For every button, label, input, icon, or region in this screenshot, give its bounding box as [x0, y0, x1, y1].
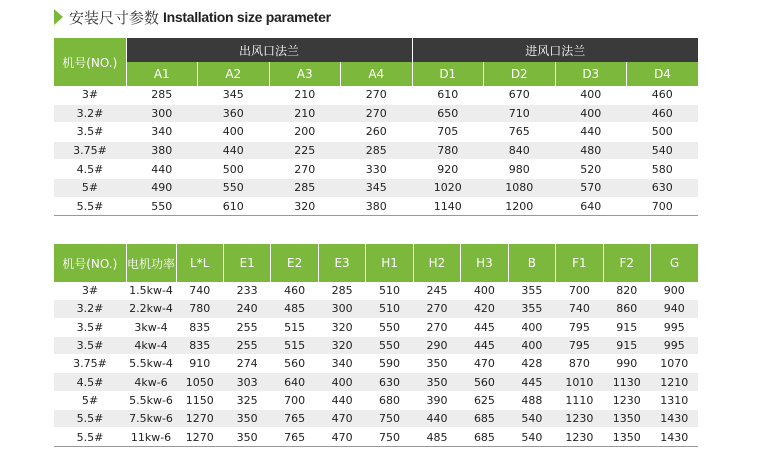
- column-header: H1: [366, 244, 413, 282]
- value-cell: 460: [271, 282, 318, 300]
- table-row: [54, 160, 698, 179]
- column-header: H2: [413, 244, 460, 282]
- value-cell: 5.5kw-6: [126, 391, 176, 409]
- value-cell: 285: [318, 282, 365, 300]
- machine-no-cell: 5.5#: [54, 410, 126, 428]
- value-cell: 870: [556, 355, 603, 373]
- value-cell: 1430: [651, 410, 698, 428]
- value-cell: 1080: [484, 178, 556, 197]
- value-cell: 640: [555, 197, 627, 216]
- machine-no-cell: 3.2#: [54, 300, 126, 318]
- value-cell: 350: [223, 428, 270, 446]
- value-cell: 355: [508, 300, 555, 318]
- value-cell: 390: [413, 391, 460, 409]
- value-cell: 560: [461, 373, 508, 391]
- value-cell: 1270: [176, 428, 223, 446]
- value-cell: 445: [461, 318, 508, 336]
- table-row: [54, 123, 698, 142]
- table-row: [54, 318, 698, 336]
- value-cell: 780: [412, 141, 484, 160]
- value-cell: 900: [651, 282, 698, 300]
- value-cell: 350: [413, 355, 460, 373]
- column-header: L*L: [176, 244, 223, 282]
- value-cell: 1200: [484, 197, 556, 216]
- value-cell: 360: [198, 104, 270, 123]
- column-header: 机号(NO.): [54, 244, 126, 282]
- value-cell: 400: [318, 373, 365, 391]
- value-cell: 400: [508, 336, 555, 354]
- value-cell: 1230: [556, 410, 603, 428]
- value-cell: 350: [223, 410, 270, 428]
- value-cell: 355: [508, 282, 555, 300]
- value-cell: 420: [461, 300, 508, 318]
- value-cell: 670: [484, 86, 556, 104]
- value-cell: 445: [508, 373, 555, 391]
- value-cell: 270: [413, 318, 460, 336]
- value-cell: 460: [627, 104, 699, 123]
- value-cell: 995: [651, 336, 698, 354]
- table-row: [54, 141, 698, 160]
- value-cell: 625: [461, 391, 508, 409]
- value-cell: 300: [318, 300, 365, 318]
- value-cell: 285: [341, 141, 413, 160]
- value-cell: 1150: [176, 391, 223, 409]
- value-cell: 325: [223, 391, 270, 409]
- machine-no-cell: 5.5#: [54, 428, 126, 446]
- value-cell: 500: [627, 123, 699, 142]
- value-cell: 303: [223, 373, 270, 391]
- value-cell: 795: [556, 336, 603, 354]
- value-cell: 428: [508, 355, 555, 373]
- table-row: [54, 410, 698, 428]
- value-cell: 540: [627, 141, 699, 160]
- value-cell: 550: [366, 336, 413, 354]
- value-cell: 470: [461, 355, 508, 373]
- machine-no-cell: 3.5#: [54, 123, 126, 142]
- machine-no-cell: 3.75#: [54, 141, 126, 160]
- value-cell: 500: [198, 160, 270, 179]
- machine-no-cell: 3.5#: [54, 336, 126, 354]
- value-cell: 440: [126, 160, 198, 179]
- value-cell: 570: [555, 178, 627, 197]
- column-header: E3: [318, 244, 365, 282]
- value-cell: 285: [269, 178, 341, 197]
- value-cell: 380: [126, 141, 198, 160]
- value-cell: 255: [223, 318, 270, 336]
- value-cell: 320: [269, 197, 341, 216]
- value-cell: 685: [461, 428, 508, 446]
- value-cell: 650: [412, 104, 484, 123]
- value-cell: 1050: [176, 373, 223, 391]
- value-cell: 520: [555, 160, 627, 179]
- column-header: E2: [271, 244, 318, 282]
- value-cell: 320: [318, 318, 365, 336]
- column-header: D2: [484, 62, 556, 86]
- table-row: [54, 86, 698, 104]
- value-cell: 300: [126, 104, 198, 123]
- value-cell: 210: [269, 104, 341, 123]
- value-cell: 400: [461, 282, 508, 300]
- value-cell: 460: [627, 86, 699, 104]
- outlet-flange-header: 出风口法兰: [126, 38, 412, 62]
- motor-table-body: [54, 282, 698, 446]
- value-cell: 685: [461, 410, 508, 428]
- value-cell: 400: [508, 318, 555, 336]
- value-cell: 1350: [603, 410, 650, 428]
- column-header: 电机功率: [126, 244, 176, 282]
- value-cell: 274: [223, 355, 270, 373]
- machine-no-cell: 4.5#: [54, 160, 126, 179]
- value-cell: 270: [269, 160, 341, 179]
- column-header: D1: [412, 62, 484, 86]
- value-cell: 550: [126, 197, 198, 216]
- value-cell: 550: [366, 318, 413, 336]
- machine-no-cell: 3#: [54, 86, 126, 104]
- value-cell: 920: [412, 160, 484, 179]
- value-cell: 210: [269, 86, 341, 104]
- value-cell: 750: [366, 428, 413, 446]
- value-cell: 700: [627, 197, 699, 216]
- value-cell: 610: [412, 86, 484, 104]
- value-cell: 995: [651, 318, 698, 336]
- value-cell: 1010: [556, 373, 603, 391]
- value-cell: 445: [461, 336, 508, 354]
- value-cell: 1110: [556, 391, 603, 409]
- value-cell: 480: [555, 141, 627, 160]
- value-cell: 630: [627, 178, 699, 197]
- value-cell: 1130: [603, 373, 650, 391]
- column-header: A2: [198, 62, 270, 86]
- value-cell: 330: [341, 160, 413, 179]
- value-cell: 270: [341, 86, 413, 104]
- machine-no-header: 机号(NO.): [54, 38, 126, 86]
- value-cell: 440: [413, 410, 460, 428]
- machine-no-cell: 3#: [54, 282, 126, 300]
- value-cell: 740: [176, 282, 223, 300]
- value-cell: 270: [341, 104, 413, 123]
- value-cell: 225: [269, 141, 341, 160]
- value-cell: 540: [508, 428, 555, 446]
- value-cell: 710: [484, 104, 556, 123]
- column-header: A3: [269, 62, 341, 86]
- value-cell: 765: [271, 410, 318, 428]
- value-cell: 1350: [603, 428, 650, 446]
- machine-no-cell: 5#: [54, 178, 126, 197]
- table-row: [54, 300, 698, 318]
- value-cell: 540: [508, 410, 555, 428]
- value-cell: 560: [271, 355, 318, 373]
- value-cell: 765: [484, 123, 556, 142]
- value-cell: 345: [198, 86, 270, 104]
- value-cell: 485: [271, 300, 318, 318]
- value-cell: 515: [271, 336, 318, 354]
- column-header: F2: [603, 244, 650, 282]
- value-cell: 840: [484, 141, 556, 160]
- value-cell: 1230: [556, 428, 603, 446]
- value-cell: 4kw-4: [126, 336, 176, 354]
- machine-no-cell: 5.5#: [54, 197, 126, 216]
- value-cell: 400: [555, 104, 627, 123]
- table-row: [54, 336, 698, 354]
- table-row: [54, 178, 698, 197]
- column-header: B: [508, 244, 555, 282]
- flange-size-table: [54, 38, 698, 216]
- value-cell: 255: [223, 336, 270, 354]
- table-row: [54, 373, 698, 391]
- value-cell: 510: [366, 300, 413, 318]
- value-cell: 1140: [412, 197, 484, 216]
- value-cell: 765: [271, 428, 318, 446]
- value-cell: 11kw-6: [126, 428, 176, 446]
- column-header: D4: [627, 62, 699, 86]
- value-cell: 400: [198, 123, 270, 142]
- machine-no-cell: 3.75#: [54, 355, 126, 373]
- value-cell: 200: [269, 123, 341, 142]
- value-cell: 1310: [651, 391, 698, 409]
- section-title: [54, 6, 331, 28]
- value-cell: 835: [176, 336, 223, 354]
- value-cell: 990: [603, 355, 650, 373]
- value-cell: 340: [126, 123, 198, 142]
- value-cell: 780: [176, 300, 223, 318]
- value-cell: 700: [271, 391, 318, 409]
- value-cell: 270: [413, 300, 460, 318]
- value-cell: 1430: [651, 428, 698, 446]
- value-cell: 320: [318, 336, 365, 354]
- value-cell: 980: [484, 160, 556, 179]
- value-cell: 750: [366, 410, 413, 428]
- value-cell: 630: [366, 373, 413, 391]
- value-cell: 2.2kw-4: [126, 300, 176, 318]
- value-cell: 440: [318, 391, 365, 409]
- value-cell: 860: [603, 300, 650, 318]
- table-row: [54, 428, 698, 446]
- value-cell: 245: [413, 282, 460, 300]
- value-cell: 345: [341, 178, 413, 197]
- value-cell: 285: [126, 86, 198, 104]
- value-cell: 550: [198, 178, 270, 197]
- value-cell: 580: [627, 160, 699, 179]
- column-header: A1: [126, 62, 198, 86]
- value-cell: 400: [555, 86, 627, 104]
- column-header: F1: [556, 244, 603, 282]
- value-cell: 5.5kw-4: [126, 355, 176, 373]
- value-cell: 510: [366, 282, 413, 300]
- table-row: [54, 355, 698, 373]
- value-cell: 915: [603, 336, 650, 354]
- inlet-flange-header: 进风口法兰: [412, 38, 698, 62]
- machine-no-cell: 3.5#: [54, 318, 126, 336]
- value-cell: 1.5kw-4: [126, 282, 176, 300]
- title-chinese: 安装尺寸参数: [69, 8, 160, 27]
- value-cell: 1070: [651, 355, 698, 373]
- value-cell: 835: [176, 318, 223, 336]
- value-cell: 1230: [603, 391, 650, 409]
- machine-no-cell: 3.2#: [54, 104, 126, 123]
- value-cell: 340: [318, 355, 365, 373]
- value-cell: 3kw-4: [126, 318, 176, 336]
- value-cell: 490: [126, 178, 198, 197]
- value-cell: 233: [223, 282, 270, 300]
- motor-size-table: [54, 244, 698, 447]
- value-cell: 4kw-6: [126, 373, 176, 391]
- column-header: E1: [223, 244, 270, 282]
- machine-no-cell: 5#: [54, 391, 126, 409]
- table-row: [54, 197, 698, 216]
- value-cell: 290: [413, 336, 460, 354]
- triangle-arrow-icon: [54, 9, 63, 25]
- value-cell: 440: [198, 141, 270, 160]
- column-header: A4: [341, 62, 413, 86]
- value-cell: 740: [556, 300, 603, 318]
- value-cell: 1270: [176, 410, 223, 428]
- value-cell: 1210: [651, 373, 698, 391]
- value-cell: 680: [366, 391, 413, 409]
- value-cell: 610: [198, 197, 270, 216]
- machine-no-cell: 4.5#: [54, 373, 126, 391]
- value-cell: 440: [555, 123, 627, 142]
- value-cell: 940: [651, 300, 698, 318]
- value-cell: 488: [508, 391, 555, 409]
- flange-table-body: [54, 86, 698, 216]
- column-header: D3: [555, 62, 627, 86]
- value-cell: 820: [603, 282, 650, 300]
- value-cell: 240: [223, 300, 270, 318]
- value-cell: 515: [271, 318, 318, 336]
- value-cell: 470: [318, 410, 365, 428]
- value-cell: 1020: [412, 178, 484, 197]
- value-cell: 470: [318, 428, 365, 446]
- title-english: Installation size parameter: [163, 9, 331, 25]
- motor-column-headers: [54, 244, 698, 282]
- value-cell: 350: [413, 373, 460, 391]
- value-cell: 705: [412, 123, 484, 142]
- value-cell: 700: [556, 282, 603, 300]
- table-row: [54, 104, 698, 123]
- value-cell: 7.5kw-6: [126, 410, 176, 428]
- value-cell: 485: [413, 428, 460, 446]
- flange-column-headers: [54, 62, 698, 86]
- table-row: [54, 282, 698, 300]
- value-cell: 795: [556, 318, 603, 336]
- value-cell: 915: [603, 318, 650, 336]
- value-cell: 590: [366, 355, 413, 373]
- value-cell: 640: [271, 373, 318, 391]
- value-cell: 910: [176, 355, 223, 373]
- value-cell: 260: [341, 123, 413, 142]
- column-header: H3: [461, 244, 508, 282]
- column-header: G: [651, 244, 698, 282]
- table-row: [54, 391, 698, 409]
- value-cell: 380: [341, 197, 413, 216]
